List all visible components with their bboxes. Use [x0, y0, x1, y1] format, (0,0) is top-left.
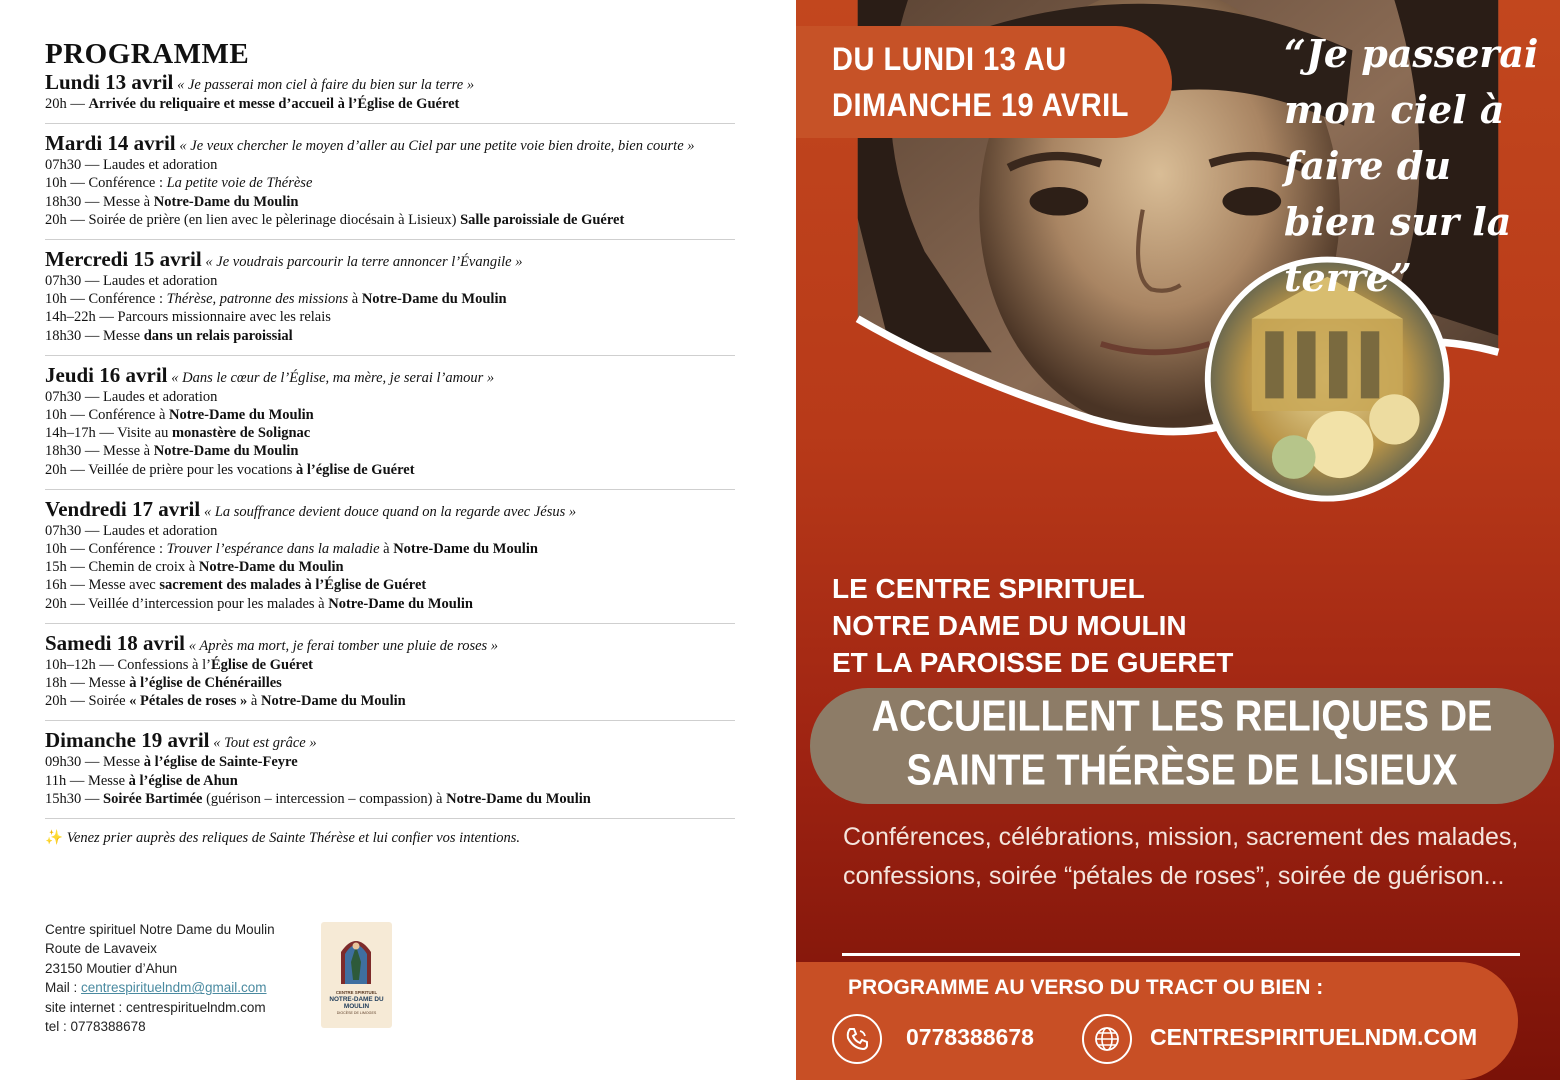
day-header	[45, 70, 735, 95]
date-banner	[796, 26, 1172, 138]
schedule-line	[45, 308, 735, 326]
schedule-line	[45, 406, 735, 424]
schedule-text: 20h — Veillée de prière pour les vocations	[45, 461, 296, 478]
day-header	[45, 496, 735, 522]
schedule-line	[45, 753, 735, 771]
logo-line2: NOTRE-DAME DU	[329, 996, 384, 1003]
day-header	[45, 131, 735, 156]
poster-phone[interactable]: 0778388678	[906, 1024, 1034, 1050]
programme-days	[45, 70, 735, 819]
mail-label: Mail :	[45, 980, 82, 996]
programme-day	[45, 247, 735, 356]
divider	[842, 953, 1520, 956]
day-name: Jeudi 16 avril	[45, 362, 168, 387]
closing-text: Venez prier auprès des reliques de Sainte Thérèse et lui confier vos intentions.	[63, 830, 521, 847]
day-name: Dimanche 19 avril	[45, 728, 210, 753]
schedule-text: 11h — Messe	[45, 772, 129, 789]
schedule-line	[45, 595, 735, 613]
schedule-text: à	[379, 541, 394, 558]
contact-street: Route de Lavaveix	[45, 941, 157, 957]
day-header	[45, 728, 735, 753]
schedule-text: 20h — Soirée de prière (en lien avec le pèlerinage diocésain à Lisieux)	[45, 211, 461, 228]
schedule-text: 09h30 — Messe	[45, 754, 144, 771]
schedule-line	[45, 95, 735, 113]
schedule-text: 14h–17h — Visite au	[45, 425, 172, 442]
logo-line4: DIOCÈSE DE LIMOGES	[336, 1011, 377, 1015]
schedule-line	[45, 442, 735, 460]
programme-day	[45, 728, 735, 819]
programme-day	[45, 70, 735, 124]
day-name: Mardi 14 avril	[45, 131, 176, 156]
schedule-text: à l’église de Ahun	[128, 772, 238, 789]
logo-line1: CENTRE SPIRITUEL	[335, 990, 378, 995]
org-line3: ET LA PAROISSE DE GUERET	[832, 647, 1234, 678]
contact-name: Centre spirituel Notre Dame du Moulin	[45, 922, 275, 937]
programme-day	[45, 630, 735, 722]
handwritten-quote: “Je passerai mon ciel à faire du bien sur la terre”	[1284, 31, 1539, 300]
schedule-text: 18h — Messe	[45, 675, 130, 692]
schedule-text: Notre-Dame du Moulin	[198, 559, 344, 576]
programme-day	[45, 362, 735, 490]
schedule-text: 14h–22h — Parcours missionnaire avec les relais	[45, 309, 331, 326]
schedule-text: 18h30 — Messe	[45, 327, 144, 344]
schedule-text: à l’église de Chénérailles	[129, 675, 282, 692]
schedule-text: 15h — Chemin de croix à	[45, 559, 199, 576]
schedule-line	[45, 272, 735, 290]
schedule-line	[45, 461, 735, 479]
contact-site: site internet : centrespirituelndm.com	[45, 999, 266, 1015]
schedule-text: « Pétales de roses »	[129, 693, 248, 710]
schedule-text: La petite voie de Thérèse	[166, 175, 313, 192]
virgin-mary-arch-icon	[321, 922, 392, 1028]
schedule-line	[45, 692, 735, 710]
day-quote: « Dans le cœur de l’Église, ma mère, je serai l’amour »	[171, 369, 495, 386]
schedule-text: à	[348, 291, 362, 308]
schedule-text: Trouver l’espérance dans la maladie	[166, 541, 380, 558]
schedule-line	[45, 772, 735, 790]
day-name: Lundi 13 avril	[45, 70, 174, 94]
schedule-line	[45, 327, 735, 345]
schedule-text: 10h — Conférence :	[45, 541, 167, 558]
schedule-line	[45, 558, 735, 576]
verso-text: PROGRAMME AU VERSO DU TRACT OU BIEN :	[848, 976, 1324, 999]
logo-line3: MOULIN	[343, 1003, 370, 1010]
headline-line2: SAINTE THÉRÈSE DE LISIEUX	[906, 746, 1458, 796]
schedule-text: Salle paroissiale de Guéret	[460, 211, 625, 228]
schedule-text: Église de Guéret	[210, 656, 313, 673]
schedule-line	[45, 790, 735, 808]
schedule-text: Notre-Dame du Moulin	[153, 193, 299, 210]
schedule-text: 10h — Conférence :	[45, 291, 167, 308]
schedule-text: dans un relais paroissial	[143, 327, 293, 344]
schedule-text: 10h — Conférence :	[45, 175, 167, 192]
day-quote: « Je passerai mon ciel à faire du bien sur la terre »	[177, 77, 475, 93]
day-quote: « La souffrance devient douce quand on la regarde avec Jésus »	[203, 503, 577, 520]
schedule-text: 20h —	[45, 96, 89, 112]
schedule-line	[45, 211, 735, 229]
contact-mail-row	[45, 978, 275, 997]
poster-text	[796, 0, 1560, 1080]
sparkles-icon: ✨	[45, 830, 64, 847]
day-quote: « Je veux chercher le moyen d’aller au Ciel par une petite voie bien droite, bien courte »	[179, 138, 695, 155]
org-line1: LE CENTRE SPIRITUEL	[832, 573, 1145, 604]
poster	[796, 0, 1560, 1080]
schedule-text: Notre-Dame du Moulin	[260, 693, 406, 710]
schedule-text: à	[247, 693, 261, 710]
schedule-text: Notre-Dame du Moulin	[153, 443, 299, 460]
org-line2: NOTRE DAME DU MOULIN	[832, 610, 1187, 641]
programme-day	[45, 131, 735, 240]
schedule-line	[45, 674, 735, 692]
schedule-text: 15h30 —	[45, 790, 103, 807]
day-quote: « Tout est grâce »	[213, 735, 317, 752]
mail-link[interactable]: centrespirituelndm@gmail.com	[81, 980, 267, 996]
schedule-text: 07h30 — Laudes et adoration	[45, 157, 218, 174]
schedule-text: 07h30 — Laudes et adoration	[45, 522, 218, 539]
day-quote: « Je voudrais parcourir la terre annoncer l’Évangile »	[205, 254, 523, 271]
schedule-line	[45, 424, 735, 442]
phone-icon[interactable]	[832, 1014, 882, 1064]
schedule-line	[45, 656, 735, 674]
schedule-text: Notre-Dame du Moulin	[361, 291, 507, 308]
schedule-text: 18h30 — Messe à	[45, 193, 154, 210]
schedule-line	[45, 174, 735, 192]
events-summary: Conférences, célébrations, mission, sacrement des malades, confessions, soirée “pétales de roses”, soirée de guérison...	[843, 823, 1519, 890]
schedule-text: 10h — Conférence à	[45, 407, 170, 424]
schedule-text: 16h — Messe avec	[45, 577, 160, 594]
schedule-text: 20h — Veillée d’intercession pour les malades à	[45, 595, 329, 612]
centre-logo	[321, 922, 392, 1028]
schedule-text: à l’église de Sainte-Feyre	[143, 754, 298, 771]
schedule-text: monastère de Solignac	[171, 425, 311, 442]
closing-note	[45, 829, 735, 847]
schedule-line	[45, 540, 735, 558]
schedule-line	[45, 290, 735, 308]
schedule-text: Notre-Dame du Moulin	[328, 595, 473, 612]
schedule-text: Thérèse, patronne des missions	[166, 291, 349, 308]
organizers	[832, 570, 1233, 681]
schedule-line	[45, 576, 735, 594]
programme-day	[45, 496, 735, 624]
schedule-text: Soirée Bartimée	[103, 790, 203, 807]
date-line1: DU LUNDI 13 AU	[832, 42, 1067, 78]
schedule-text: Arrivée du reliquaire et messe d’accueil à l’Église de Guéret	[88, 96, 460, 112]
day-name: Samedi 18 avril	[45, 630, 185, 655]
contact-city: 23150 Moutier d’Ahun	[45, 960, 178, 976]
day-name: Vendredi 17 avril	[45, 496, 201, 521]
schedule-text: Notre-Dame du Moulin	[446, 790, 591, 807]
day-quote: « Après ma mort, je ferai tomber une pluie de roses »	[188, 637, 499, 654]
schedule-text: Notre-Dame du Moulin	[393, 541, 538, 558]
schedule-line	[45, 193, 735, 211]
day-header	[45, 630, 735, 656]
day-header	[45, 247, 735, 272]
schedule-text: 07h30 — Laudes et adoration	[45, 388, 218, 405]
day-header	[45, 362, 735, 388]
headline-line1: ACCUEILLENT LES RELIQUES DE	[871, 692, 1493, 742]
headline-banner	[810, 688, 1554, 804]
schedule-line	[45, 388, 735, 406]
contact-block	[45, 920, 275, 1036]
programme-title: PROGRAMME	[45, 38, 250, 70]
programme-column	[45, 38, 735, 847]
day-name: Mercredi 15 avril	[45, 247, 202, 272]
schedule-line	[45, 522, 735, 540]
schedule-text: à l’église de Guéret	[296, 461, 415, 478]
date-line2: DIMANCHE 19 AVRIL	[832, 88, 1129, 124]
schedule-text: 07h30 — Laudes et adoration	[45, 273, 218, 290]
schedule-text: sacrement des malades à l’Église de Guéret	[159, 577, 427, 594]
schedule-text: (guérison – intercession – compassion) à	[202, 790, 447, 807]
schedule-text: 18h30 — Messe à	[45, 443, 154, 460]
contact-tel: tel : 0778388678	[45, 1019, 146, 1035]
globe-icon[interactable]	[1082, 1014, 1132, 1064]
schedule-text: Notre-Dame du Moulin	[169, 407, 314, 424]
poster-website[interactable]: CENTRESPIRITUELNDM.COM	[1150, 1024, 1478, 1050]
schedule-line	[45, 156, 735, 174]
schedule-text: 10h–12h — Confessions à l’	[45, 656, 211, 673]
schedule-text: 20h — Soirée	[45, 693, 130, 710]
